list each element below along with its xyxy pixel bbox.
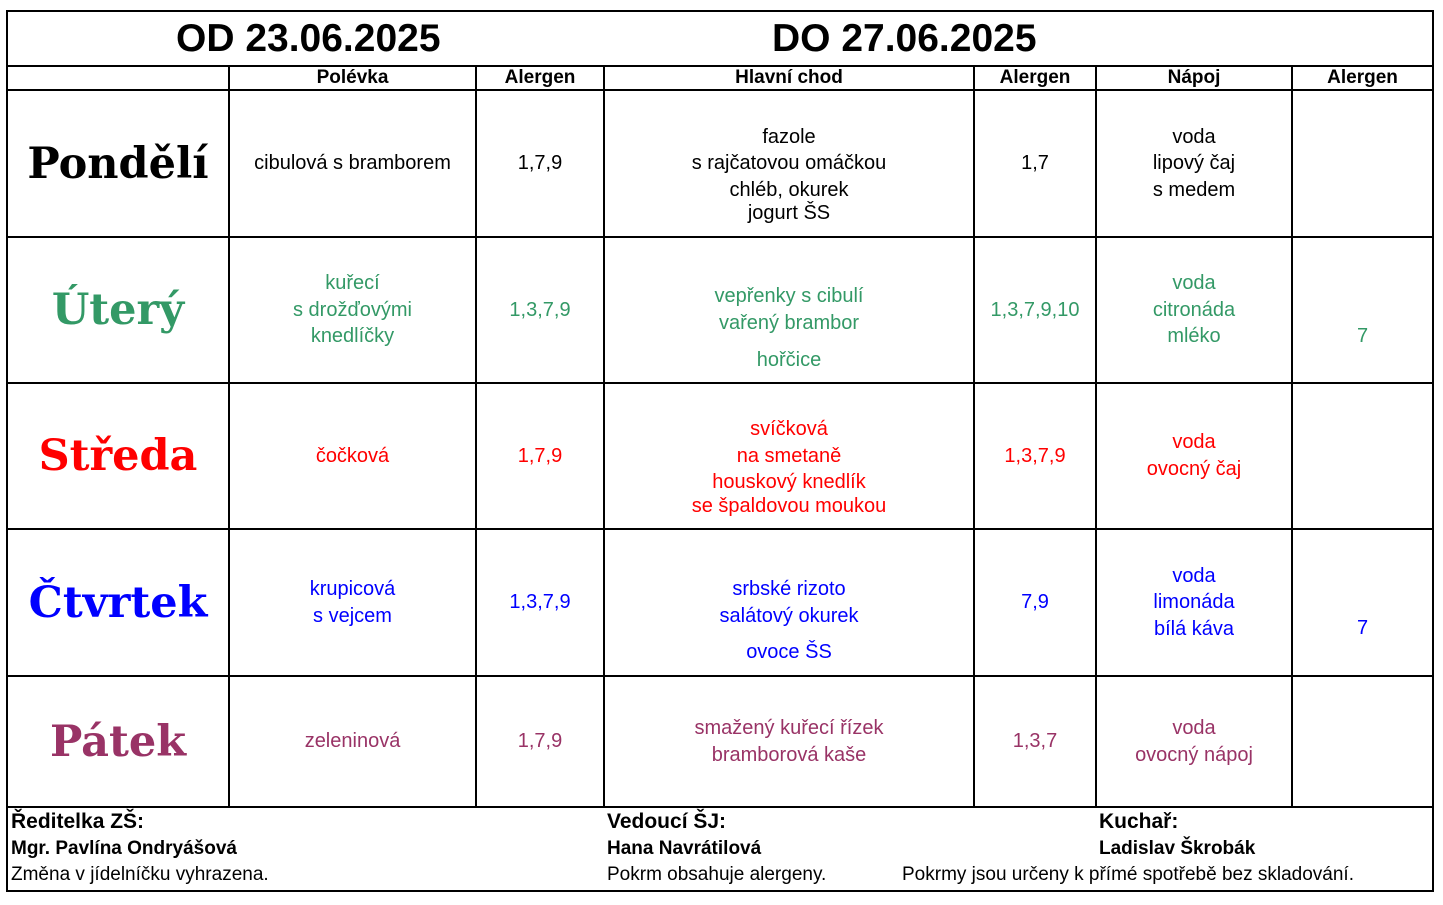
allergen-value: 1,7,9 xyxy=(517,444,563,467)
cell-soup-allergen xyxy=(477,677,603,806)
date-to: DO 27.06.2025 xyxy=(772,17,1037,60)
cell-soup-allergen xyxy=(477,91,603,236)
day-name: Pátek xyxy=(49,716,187,767)
day-row xyxy=(8,530,1432,675)
cell-line: vepřenky s cibulí xyxy=(714,285,864,308)
cell-line: ovocný nápoj xyxy=(1135,743,1253,766)
cell-line: krupicová xyxy=(309,577,396,600)
cell-line: chléb, okurek xyxy=(729,178,849,201)
cell-soup-allergen xyxy=(477,384,603,528)
cell-soup xyxy=(230,384,475,528)
director-title: Ředitelka ZŠ: xyxy=(11,810,145,833)
cell-line: srbské rizoto xyxy=(732,577,846,600)
column-header-soup-allergen: Alergen xyxy=(504,67,576,88)
cell-line: čočková xyxy=(315,444,390,467)
day-name: Středa xyxy=(38,431,198,481)
cell-line: bílá káva xyxy=(1153,617,1235,640)
cell-line: voda xyxy=(1172,716,1216,739)
cell-line: s rajčatovou omáčkou xyxy=(691,152,887,175)
storage-note: Pokrmy jsou určeny k přímé spotřebě bez skladování. xyxy=(902,864,1354,885)
change-note: Změna v jídelníčku vyhrazena. xyxy=(11,864,269,885)
allergen-value: 1,3,7 xyxy=(1012,730,1058,753)
main-extra: jogurt ŠS xyxy=(747,202,831,224)
cell-main-allergen xyxy=(975,384,1095,528)
cell-line: cibulová s bramborem xyxy=(254,152,451,175)
cell-drink xyxy=(1097,238,1291,382)
cell-line: voda xyxy=(1172,564,1216,587)
main-extra: ovoce ŠS xyxy=(746,641,832,663)
column-header-soup: Polévka xyxy=(316,67,389,88)
cell-drink xyxy=(1097,677,1291,806)
cell-line: ovocný čaj xyxy=(1146,458,1242,480)
allergen-value: 1,3,7,9,10 xyxy=(990,298,1080,321)
cell-line: limonáda xyxy=(1153,591,1235,614)
day-row xyxy=(8,384,1432,528)
cell-line: smažený kuřecí řízek xyxy=(694,716,884,739)
cell-main xyxy=(605,677,973,806)
allergen-value: 7 xyxy=(1356,617,1369,640)
allergen-value: 1,7,9 xyxy=(517,152,563,175)
cell-line: salátový okurek xyxy=(719,604,859,627)
cell-main xyxy=(605,384,973,528)
cell-drink-allergen xyxy=(1293,91,1432,236)
day-row xyxy=(8,238,1432,382)
cell-line: lipový čaj xyxy=(1152,152,1236,175)
cell-drink xyxy=(1097,530,1291,675)
cell-line: voda xyxy=(1172,272,1216,295)
cell-line: zeleninová xyxy=(304,730,401,753)
allergen-value: 1,3,7,9 xyxy=(509,591,571,614)
cook-name: Ladislav Škrobák xyxy=(1099,838,1256,859)
cell-line: svíčková xyxy=(750,418,828,441)
cell-line: s drožďovými xyxy=(293,298,412,321)
cell-drink-allergen xyxy=(1293,677,1432,806)
cell-line: vařený brambor xyxy=(718,312,860,334)
cell-line: kuřecí xyxy=(325,272,380,295)
allergen-value: 7,9 xyxy=(1021,591,1049,614)
cell-main xyxy=(605,91,973,236)
menu-table xyxy=(6,10,1434,892)
column-header-drink: Nápoj xyxy=(1167,67,1221,88)
cell-line: s medem xyxy=(1152,178,1236,201)
cell-soup-allergen xyxy=(477,238,603,382)
cell-line: s vejcem xyxy=(313,604,392,627)
allergen-value: 1,7,9 xyxy=(517,730,563,753)
column-header-drink-allergen: Alergen xyxy=(1327,67,1398,88)
allergen-note: Pokrm obsahuje alergeny. xyxy=(607,864,827,885)
cell-drink xyxy=(1097,384,1291,528)
cell-main xyxy=(605,238,973,382)
cell-soup xyxy=(230,677,475,806)
cell-main xyxy=(605,530,973,675)
cell-line: voda xyxy=(1172,431,1216,454)
column-header-main-allergen: Alergen xyxy=(999,67,1071,88)
cell-line: mléko xyxy=(1167,325,1221,348)
cell-soup xyxy=(230,91,475,236)
allergen-value: 1,3,7,9 xyxy=(509,298,571,321)
cell-main-allergen xyxy=(975,238,1095,382)
manager-name: Hana Navrátilová xyxy=(607,838,762,859)
footer xyxy=(8,808,1432,890)
cell-line: knedlíčky xyxy=(310,325,395,348)
cell-soup xyxy=(230,530,475,675)
main-extra: hořčice xyxy=(756,349,822,371)
cell-line: houskový knedlík xyxy=(712,471,866,494)
cell-soup-allergen xyxy=(477,530,603,675)
cell-main-allergen xyxy=(975,91,1095,236)
cell-main-allergen xyxy=(975,677,1095,806)
day-name: Pondělí xyxy=(27,138,209,189)
day-row xyxy=(8,91,1432,236)
cell-line: voda xyxy=(1172,125,1216,148)
cell-drink-allergen xyxy=(1293,530,1432,675)
cell-drink-allergen xyxy=(1293,384,1432,528)
cell-drink-allergen xyxy=(1293,238,1432,382)
date-from: OD 23.06.2025 xyxy=(176,17,441,60)
cell-soup xyxy=(230,238,475,382)
day-name: Čtvrtek xyxy=(28,577,208,628)
cell-line: na smetaně xyxy=(736,444,842,467)
main-extra: se špaldovou moukou xyxy=(691,495,887,517)
manager-title: Vedoucí ŠJ: xyxy=(607,810,727,833)
cell-main-allergen xyxy=(975,530,1095,675)
director-name: Mgr. Pavlína Ondryášová xyxy=(11,838,237,859)
cook-title: Kuchař: xyxy=(1099,810,1179,833)
cell-drink xyxy=(1097,91,1291,236)
allergen-value: 7 xyxy=(1356,324,1369,347)
day-name: Úterý xyxy=(51,285,185,335)
cell-line: bramborová kaše xyxy=(711,743,867,766)
day-row xyxy=(8,677,1432,806)
cell-line: citronáda xyxy=(1152,298,1236,321)
allergen-value: 1,3,7,9 xyxy=(1004,444,1066,467)
cell-line: fazole xyxy=(762,125,816,148)
column-header-main: Hlavní chod xyxy=(735,67,843,88)
allergen-value: 1,7 xyxy=(1021,152,1049,175)
